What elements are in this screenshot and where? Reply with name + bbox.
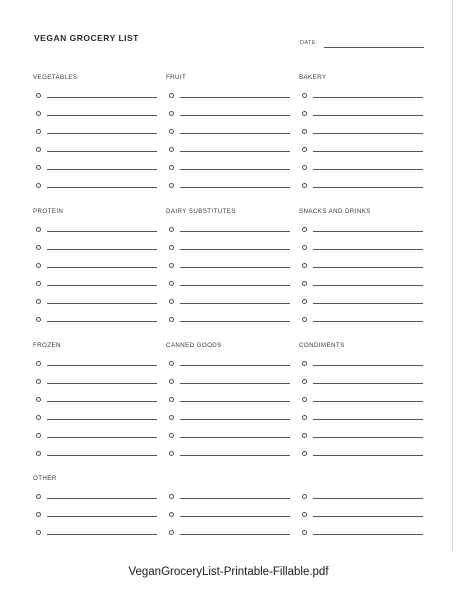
item-input-line[interactable] <box>47 285 157 286</box>
circle-bullet-icon <box>36 93 41 98</box>
circle-bullet-icon <box>169 165 174 170</box>
list-item[interactable] <box>165 298 289 308</box>
circle-bullet-icon <box>302 317 307 322</box>
circle-bullet-icon <box>36 263 41 268</box>
item-input-line[interactable] <box>313 516 423 517</box>
item-input-line[interactable] <box>180 498 290 499</box>
circle-bullet-icon <box>36 245 41 250</box>
circle-bullet-icon <box>36 451 41 456</box>
list-item[interactable] <box>32 414 156 424</box>
list-item[interactable] <box>298 511 422 521</box>
list-item[interactable] <box>165 280 289 290</box>
item-input-line[interactable] <box>47 97 157 98</box>
document-title: VEGAN GROCERY LIST <box>34 33 139 43</box>
section-title: SNACKS AND DRINKS <box>299 208 371 215</box>
circle-bullet-icon <box>36 111 41 116</box>
item-input-line[interactable] <box>313 169 423 170</box>
item-input-line[interactable] <box>47 187 157 188</box>
item-input-line[interactable] <box>180 267 290 268</box>
list-item[interactable] <box>298 432 422 442</box>
item-input-line[interactable] <box>180 516 290 517</box>
section-title: CONDIMENTS <box>299 342 345 349</box>
circle-bullet-icon <box>302 111 307 116</box>
item-input-line[interactable] <box>180 285 290 286</box>
item-input-line[interactable] <box>180 115 290 116</box>
list-item[interactable] <box>32 432 156 442</box>
circle-bullet-icon <box>36 299 41 304</box>
circle-bullet-icon <box>302 129 307 134</box>
section-title: FROZEN <box>33 342 61 349</box>
list-item[interactable] <box>32 450 156 460</box>
item-input-line[interactable] <box>313 249 423 250</box>
item-input-line[interactable] <box>47 455 157 456</box>
item-input-line[interactable] <box>180 534 290 535</box>
list-item[interactable] <box>32 128 156 138</box>
list-item[interactable] <box>32 146 156 156</box>
document-page <box>2 0 453 550</box>
item-input-line[interactable] <box>47 249 157 250</box>
circle-bullet-icon <box>36 379 41 384</box>
circle-bullet-icon <box>302 227 307 232</box>
list-item[interactable] <box>165 432 289 442</box>
list-item[interactable] <box>298 244 422 254</box>
list-item[interactable] <box>32 164 156 174</box>
circle-bullet-icon <box>169 299 174 304</box>
list-item[interactable] <box>165 360 289 370</box>
item-input-line[interactable] <box>47 383 157 384</box>
list-item[interactable] <box>165 128 289 138</box>
item-input-line[interactable] <box>47 498 157 499</box>
item-input-line[interactable] <box>180 169 290 170</box>
circle-bullet-icon <box>36 415 41 420</box>
circle-bullet-icon <box>169 530 174 535</box>
list-item[interactable] <box>298 360 422 370</box>
item-input-line[interactable] <box>180 365 290 366</box>
list-item[interactable] <box>165 529 289 539</box>
item-input-line[interactable] <box>313 321 423 322</box>
list-item[interactable] <box>298 493 422 503</box>
item-input-line[interactable] <box>313 151 423 152</box>
circle-bullet-icon <box>302 512 307 517</box>
circle-bullet-icon <box>169 361 174 366</box>
circle-bullet-icon <box>302 530 307 535</box>
circle-bullet-icon <box>169 397 174 402</box>
date-field[interactable] <box>300 40 430 50</box>
list-item[interactable] <box>165 244 289 254</box>
list-item[interactable] <box>32 244 156 254</box>
item-input-line[interactable] <box>180 187 290 188</box>
date-label: DATE: <box>300 40 318 46</box>
circle-bullet-icon <box>36 281 41 286</box>
item-input-line[interactable] <box>47 516 157 517</box>
item-input-line[interactable] <box>180 249 290 250</box>
circle-bullet-icon <box>302 281 307 286</box>
circle-bullet-icon <box>169 183 174 188</box>
circle-bullet-icon <box>36 512 41 517</box>
circle-bullet-icon <box>36 227 41 232</box>
list-item[interactable] <box>298 146 422 156</box>
list-item[interactable] <box>165 146 289 156</box>
list-item[interactable] <box>32 360 156 370</box>
circle-bullet-icon <box>36 433 41 438</box>
section-title: OTHER <box>33 475 57 482</box>
list-item[interactable] <box>298 226 422 236</box>
item-input-line[interactable] <box>180 383 290 384</box>
section-title: VEGETABLES <box>33 74 78 81</box>
circle-bullet-icon <box>169 433 174 438</box>
section-title: DAIRY SUBSTITUTES <box>166 208 236 215</box>
circle-bullet-icon <box>36 530 41 535</box>
list-item[interactable] <box>165 511 289 521</box>
list-item[interactable] <box>298 529 422 539</box>
list-item[interactable] <box>298 128 422 138</box>
list-item[interactable] <box>32 396 156 406</box>
item-input-line[interactable] <box>47 115 157 116</box>
item-input-line[interactable] <box>313 455 423 456</box>
circle-bullet-icon <box>302 397 307 402</box>
list-item[interactable] <box>298 316 422 326</box>
circle-bullet-icon <box>302 93 307 98</box>
circle-bullet-icon <box>302 245 307 250</box>
circle-bullet-icon <box>36 183 41 188</box>
section-title: CANNED GOODS <box>166 342 222 349</box>
circle-bullet-icon <box>302 183 307 188</box>
item-input-line[interactable] <box>47 534 157 535</box>
list-item[interactable] <box>32 280 156 290</box>
list-item[interactable] <box>165 110 289 120</box>
list-item[interactable] <box>165 316 289 326</box>
item-input-line[interactable] <box>47 321 157 322</box>
list-item[interactable] <box>32 529 156 539</box>
list-item[interactable] <box>32 110 156 120</box>
list-item[interactable] <box>32 316 156 326</box>
list-item[interactable] <box>298 182 422 192</box>
item-input-line[interactable] <box>47 401 157 402</box>
circle-bullet-icon <box>302 165 307 170</box>
list-item[interactable] <box>298 378 422 388</box>
list-item[interactable] <box>32 262 156 272</box>
item-input-line[interactable] <box>180 401 290 402</box>
item-input-line[interactable] <box>313 115 423 116</box>
item-input-line[interactable] <box>180 321 290 322</box>
item-input-line[interactable] <box>180 455 290 456</box>
item-input-line[interactable] <box>47 437 157 438</box>
list-item[interactable] <box>298 262 422 272</box>
item-input-line[interactable] <box>47 231 157 232</box>
item-input-line[interactable] <box>180 303 290 304</box>
pdf-filename: VeganGroceryList-Printable-Fillable.pdf <box>128 566 329 578</box>
item-input-line[interactable] <box>313 231 423 232</box>
circle-bullet-icon <box>302 147 307 152</box>
circle-bullet-icon <box>302 263 307 268</box>
item-input-line[interactable] <box>47 151 157 152</box>
circle-bullet-icon <box>36 361 41 366</box>
list-item[interactable] <box>298 450 422 460</box>
circle-bullet-icon <box>169 451 174 456</box>
list-item[interactable] <box>298 110 422 120</box>
item-input-line[interactable] <box>47 419 157 420</box>
item-input-line[interactable] <box>313 365 423 366</box>
circle-bullet-icon <box>169 263 174 268</box>
list-item[interactable] <box>165 378 289 388</box>
list-item[interactable] <box>298 414 422 424</box>
circle-bullet-icon <box>169 129 174 134</box>
item-input-line[interactable] <box>180 97 290 98</box>
circle-bullet-icon <box>169 93 174 98</box>
item-input-line[interactable] <box>313 285 423 286</box>
date-input-line[interactable] <box>324 47 424 48</box>
item-input-line[interactable] <box>180 419 290 420</box>
item-input-line[interactable] <box>47 303 157 304</box>
list-item[interactable] <box>32 182 156 192</box>
circle-bullet-icon <box>169 111 174 116</box>
item-input-line[interactable] <box>313 419 423 420</box>
list-item[interactable] <box>165 450 289 460</box>
circle-bullet-icon <box>36 129 41 134</box>
item-input-line[interactable] <box>180 231 290 232</box>
item-input-line[interactable] <box>313 187 423 188</box>
item-input-line[interactable] <box>180 151 290 152</box>
item-input-line[interactable] <box>47 267 157 268</box>
list-item[interactable] <box>165 262 289 272</box>
item-input-line[interactable] <box>47 133 157 134</box>
item-input-line[interactable] <box>313 267 423 268</box>
circle-bullet-icon <box>302 494 307 499</box>
circle-bullet-icon <box>36 165 41 170</box>
circle-bullet-icon <box>169 494 174 499</box>
item-input-line[interactable] <box>313 498 423 499</box>
list-item[interactable] <box>298 92 422 102</box>
list-item[interactable] <box>165 493 289 503</box>
circle-bullet-icon <box>169 379 174 384</box>
item-input-line[interactable] <box>313 383 423 384</box>
list-item[interactable] <box>165 182 289 192</box>
item-input-line[interactable] <box>180 133 290 134</box>
circle-bullet-icon <box>302 361 307 366</box>
list-item[interactable] <box>32 92 156 102</box>
item-input-line[interactable] <box>180 437 290 438</box>
section-title: BAKERY <box>299 74 327 81</box>
circle-bullet-icon <box>169 227 174 232</box>
list-item[interactable] <box>298 280 422 290</box>
item-input-line[interactable] <box>313 401 423 402</box>
item-input-line[interactable] <box>313 133 423 134</box>
circle-bullet-icon <box>36 317 41 322</box>
list-item[interactable] <box>32 298 156 308</box>
item-input-line[interactable] <box>313 303 423 304</box>
circle-bullet-icon <box>302 451 307 456</box>
circle-bullet-icon <box>169 317 174 322</box>
circle-bullet-icon <box>36 397 41 402</box>
list-item[interactable] <box>165 226 289 236</box>
list-item[interactable] <box>32 493 156 503</box>
list-item[interactable] <box>298 164 422 174</box>
circle-bullet-icon <box>169 415 174 420</box>
circle-bullet-icon <box>302 379 307 384</box>
list-item[interactable] <box>165 396 289 406</box>
section-title: FRUIT <box>166 74 187 81</box>
list-item[interactable] <box>298 396 422 406</box>
circle-bullet-icon <box>36 494 41 499</box>
list-item[interactable] <box>32 378 156 388</box>
list-item[interactable] <box>32 226 156 236</box>
circle-bullet-icon <box>302 433 307 438</box>
circle-bullet-icon <box>302 299 307 304</box>
item-input-line[interactable] <box>47 365 157 366</box>
circle-bullet-icon <box>169 245 174 250</box>
list-item[interactable] <box>165 92 289 102</box>
item-input-line[interactable] <box>313 534 423 535</box>
circle-bullet-icon <box>169 147 174 152</box>
list-item[interactable] <box>165 164 289 174</box>
item-input-line[interactable] <box>313 97 423 98</box>
circle-bullet-icon <box>169 512 174 517</box>
list-item[interactable] <box>165 414 289 424</box>
item-input-line[interactable] <box>313 437 423 438</box>
circle-bullet-icon <box>169 281 174 286</box>
section-title: PROTEIN <box>33 208 64 215</box>
list-item[interactable] <box>32 511 156 521</box>
circle-bullet-icon <box>302 415 307 420</box>
circle-bullet-icon <box>36 147 41 152</box>
item-input-line[interactable] <box>47 169 157 170</box>
list-item[interactable] <box>298 298 422 308</box>
